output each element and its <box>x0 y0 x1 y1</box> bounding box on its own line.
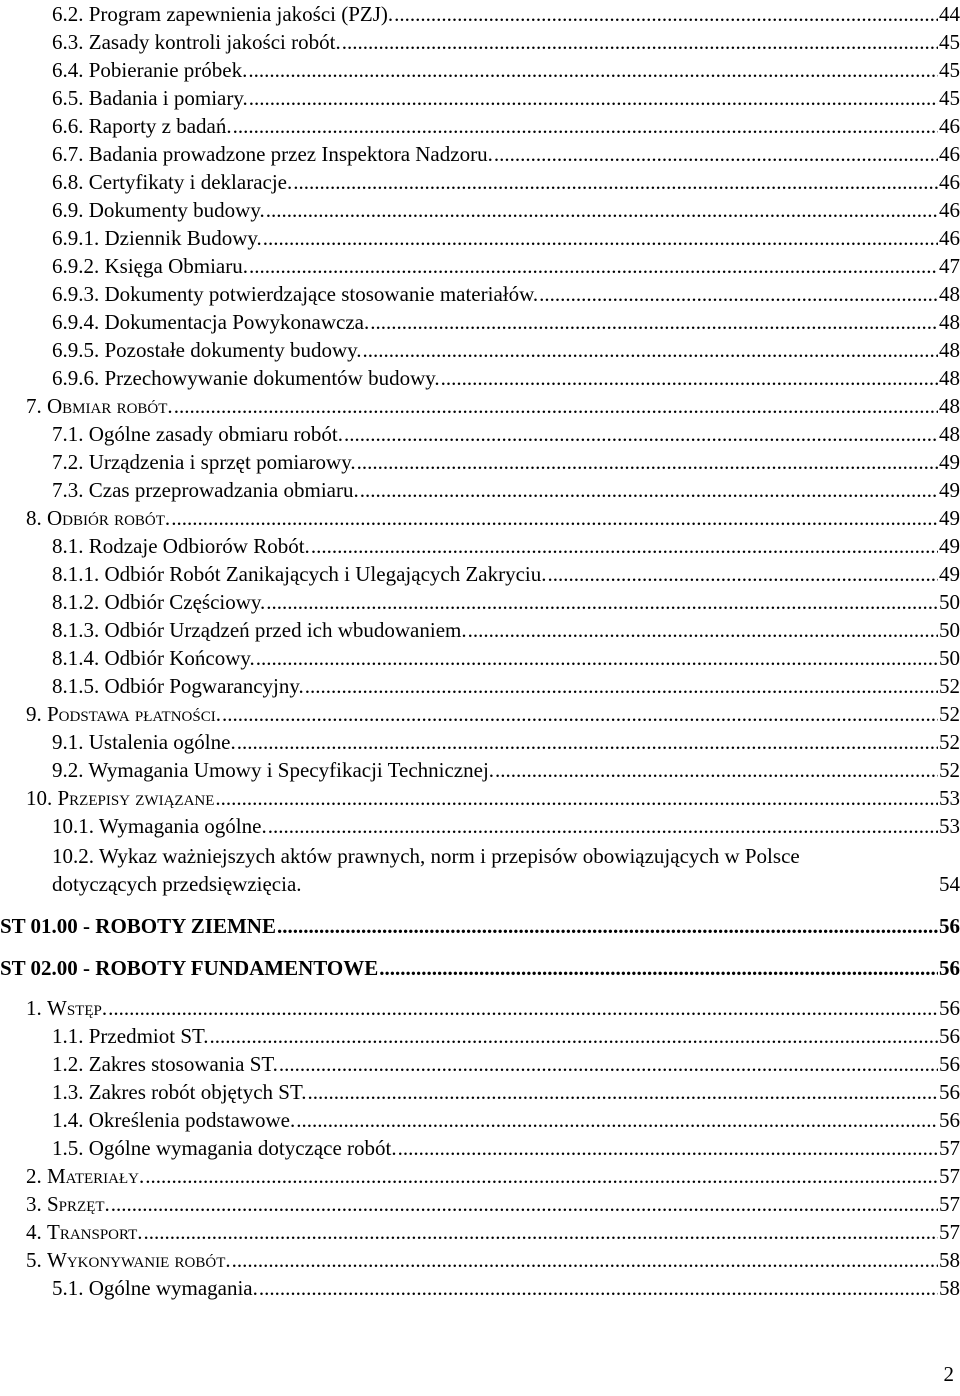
toc-entry[interactable] <box>52 1024 960 1048</box>
toc-entry-text: 6.9. Dokumenty budowy. <box>52 198 265 222</box>
leader-dots <box>249 86 938 110</box>
toc-entry-text: 5.1. Ogólne wymagania. <box>52 1276 258 1300</box>
leader-dots <box>394 2 938 26</box>
toc-page-number: 56 <box>939 1080 960 1104</box>
toc-entry[interactable] <box>26 996 960 1020</box>
toc-entry-number: 9. <box>26 702 47 726</box>
leader-dots <box>266 198 938 222</box>
leader-dots <box>363 338 938 362</box>
leader-dots <box>307 1080 938 1104</box>
toc-page-number: 48 <box>939 310 960 334</box>
toc-entry-text <box>26 1192 110 1216</box>
toc-entry-text: 6.8. Certyfikaty i deklaracje. <box>52 170 293 194</box>
toc-entry-text: 6.3. Zasady kontroli jakości robót. <box>52 30 341 54</box>
toc-page-number: 57 <box>939 1220 960 1244</box>
toc-entry-text: 6.6. Raporty z badań. <box>52 114 232 138</box>
toc-entry-title: Przepisy związane <box>57 786 215 810</box>
leader-dots <box>174 394 938 418</box>
toc-page-number: 50 <box>939 590 960 614</box>
toc-page-number: 46 <box>939 198 960 222</box>
toc-entry[interactable] <box>52 1136 960 1160</box>
toc-page-number: 49 <box>939 534 960 558</box>
toc-entry-text: ST 02.00 - ROBOTY FUNDAMENTOWE <box>0 956 379 980</box>
toc-page-number: 57 <box>939 1136 960 1160</box>
toc-entry-text: 7.2. Urządzenia i sprzęt pomiarowy. <box>52 450 356 474</box>
toc-entry-text: 6.5. Badania i pomiary. <box>52 86 248 110</box>
toc-entry[interactable] <box>52 338 960 362</box>
leader-dots <box>494 142 938 166</box>
page-number: 2 <box>943 1362 954 1386</box>
toc-entry-text: 10.2. Wykaz ważniejszych aktów prawnych, norm i przepisów obowiązujących w Polsce <box>52 844 800 868</box>
leader-dots <box>379 956 938 980</box>
toc-page-number: 57 <box>939 1192 960 1216</box>
toc-entry-title: Sprzęt. <box>47 1192 110 1216</box>
leader-dots <box>305 674 938 698</box>
toc-entry-text: 1.3. Zakres robót objętych ST. <box>52 1080 307 1104</box>
toc-entry[interactable] <box>0 914 960 938</box>
leader-dots <box>495 758 938 782</box>
toc-entry-title: Obmiar robót. <box>47 394 173 418</box>
toc-entry-title: Wykonywanie robót. <box>47 1248 231 1272</box>
toc-page-number: 45 <box>939 58 960 82</box>
toc-page-number: 52 <box>939 730 960 754</box>
toc-entry-number: 7. <box>26 394 47 418</box>
toc-entry-text <box>26 1248 231 1272</box>
toc-entry-text: 1.2. Zakres stosowania ST. <box>52 1052 278 1076</box>
toc-entry-text: 1.5. Ogólne wymagania dotyczące robót. <box>52 1136 397 1160</box>
toc-page-number: 48 <box>939 366 960 390</box>
toc-page-number: 49 <box>939 562 960 586</box>
leader-dots <box>342 30 938 54</box>
toc-entry[interactable] <box>52 814 960 838</box>
toc-entry-number: 8. <box>26 506 47 530</box>
leader-dots <box>144 1220 938 1244</box>
toc-page-number: 52 <box>939 674 960 698</box>
toc-entry-number: 3. <box>26 1192 47 1216</box>
toc-page-number: 48 <box>939 394 960 418</box>
toc-page-number: 48 <box>939 282 960 306</box>
leader-dots <box>370 310 938 334</box>
toc-page-number: 56 <box>939 956 960 980</box>
toc-entry[interactable] <box>52 2 960 26</box>
toc-entry-text: 9.1. Ustalenia ogólne. <box>52 730 236 754</box>
toc-entry-text: 8.1.1. Odbiór Robót Zanikających i Ulegających Zakryciu. <box>52 562 547 586</box>
toc-entry-text <box>26 702 221 726</box>
toc-entry[interactable] <box>52 478 960 502</box>
toc-entry[interactable] <box>26 394 960 418</box>
toc-entry[interactable] <box>52 114 960 138</box>
toc-page-number: 53 <box>939 786 960 810</box>
toc-entry-number: 10. <box>26 786 58 810</box>
leader-dots <box>266 590 938 614</box>
toc-entry[interactable] <box>52 282 960 306</box>
toc-entry[interactable] <box>52 1276 960 1300</box>
leader-dots <box>108 996 938 1020</box>
toc-entry[interactable] <box>52 450 960 474</box>
toc-entry[interactable] <box>52 758 960 782</box>
toc-entry-number: 4. <box>26 1220 47 1244</box>
toc-entry-title: Podstawa płatności. <box>47 702 221 726</box>
toc-entry-10-2[interactable] <box>52 842 960 898</box>
toc-entry-text: 6.4. Pobieranie próbek. <box>52 58 248 82</box>
leader-dots <box>360 478 938 502</box>
leader-dots <box>277 914 938 938</box>
leader-dots <box>248 58 938 82</box>
toc-page-number: 53 <box>939 814 960 838</box>
toc-entry[interactable] <box>52 198 960 222</box>
toc-page-number: 56 <box>939 1108 960 1132</box>
toc-entry-text: 8.1. Rodzaje Odbiorów Robót. <box>52 534 310 558</box>
toc-page-number: 56 <box>939 914 960 938</box>
toc-entry-text: 6.9.1. Dziennik Budowy. <box>52 226 262 250</box>
toc-entry-text: 8.1.2. Odbiór Częściowy. <box>52 590 266 614</box>
toc-page-number: 46 <box>939 170 960 194</box>
toc-page-number: 49 <box>939 506 960 530</box>
toc-entry[interactable] <box>52 618 960 642</box>
leader-dots <box>311 534 938 558</box>
toc-page-number: 44 <box>939 2 960 26</box>
toc-entry-text: 6.9.5. Pozostałe dokumenty budowy. <box>52 338 362 362</box>
toc-entry[interactable] <box>52 646 960 670</box>
toc-entry-text: 7.3. Czas przeprowadzania obmiaru. <box>52 478 359 502</box>
toc-page-number: 58 <box>939 1276 960 1300</box>
toc-page-number: 50 <box>939 646 960 670</box>
leader-dots <box>441 366 938 390</box>
toc-entry-text: 6.9.4. Dokumentacja Powykonawcza. <box>52 310 370 334</box>
toc-page-number: 48 <box>939 338 960 362</box>
toc-entry-text: dotyczących przedsięwzięcia. <box>52 872 302 896</box>
leader-dots <box>296 1108 938 1132</box>
leader-dots <box>210 1024 938 1048</box>
toc-entry-text: ST 01.00 - ROBOTY ZIEMNE <box>0 914 276 938</box>
toc-entry[interactable] <box>52 254 960 278</box>
toc-page-number: 46 <box>939 226 960 250</box>
toc-entry-text <box>26 1164 144 1188</box>
leader-dots <box>111 1192 938 1216</box>
toc-page-number: 57 <box>939 1164 960 1188</box>
toc-entry[interactable] <box>52 590 960 614</box>
leader-dots <box>237 730 938 754</box>
toc-entry[interactable] <box>52 142 960 166</box>
toc-entry[interactable] <box>26 1164 960 1188</box>
toc-entry-title: Odbiór robót. <box>47 506 171 530</box>
leader-dots <box>232 1248 938 1272</box>
leader-dots <box>344 422 938 446</box>
toc-entry[interactable] <box>52 562 960 586</box>
toc-page-number: 46 <box>939 114 960 138</box>
toc-entry-text <box>26 394 173 418</box>
leader-dots <box>268 814 938 838</box>
leader-dots <box>293 170 938 194</box>
toc-entry[interactable] <box>52 366 960 390</box>
toc-entry-text: 6.7. Badania prowadzone przez Inspektora Nadzoru. <box>52 142 493 166</box>
toc-page-number: 56 <box>939 1024 960 1048</box>
toc-entry-text <box>26 786 214 810</box>
toc-page-number: 45 <box>939 30 960 54</box>
leader-dots <box>222 702 938 726</box>
toc-entry-title: Wstęp. <box>47 996 108 1020</box>
toc-entry-text: 9.2. Wymagania Umowy i Specyfikacji Technicznej. <box>52 758 495 782</box>
toc-page-number: 56 <box>939 1052 960 1076</box>
toc-entry[interactable] <box>26 786 960 810</box>
leader-dots <box>539 282 938 306</box>
toc-page-number: 52 <box>939 758 960 782</box>
leader-dots <box>279 1052 938 1076</box>
toc-page-number: 49 <box>939 450 960 474</box>
toc-entry-text: 6.9.6. Przechowywanie dokumentów budowy. <box>52 366 440 390</box>
toc-entry[interactable] <box>52 86 960 110</box>
leader-dots <box>263 226 938 250</box>
leader-dots <box>259 1276 938 1300</box>
toc-entry[interactable] <box>52 1080 960 1104</box>
toc-entry-text: 6.2. Program zapewnienia jakości (PZJ). <box>52 2 394 26</box>
toc-entry-text: 6.9.3. Dokumenty potwierdzające stosowanie materiałów. <box>52 282 539 306</box>
toc-entry[interactable] <box>26 1248 960 1272</box>
toc-entry[interactable] <box>26 1192 960 1216</box>
toc-entry-number: 1. <box>26 996 47 1020</box>
toc-entry[interactable] <box>52 1052 960 1076</box>
toc-page-number: 56 <box>939 996 960 1020</box>
toc-entry[interactable] <box>52 674 960 698</box>
toc-entry[interactable] <box>52 226 960 250</box>
toc-entry[interactable] <box>52 170 960 194</box>
toc-entry-title: Transport. <box>47 1220 143 1244</box>
toc-entry[interactable] <box>26 1220 960 1244</box>
toc-entry[interactable] <box>52 30 960 54</box>
toc-entry[interactable] <box>26 506 960 530</box>
toc-page-number: 54 <box>939 872 960 896</box>
toc-entry-text <box>26 996 107 1020</box>
toc-page-number: 45 <box>939 86 960 110</box>
toc-entry-text: 1.1. Przedmiot ST. <box>52 1024 209 1048</box>
leader-dots <box>548 562 938 586</box>
toc-entry[interactable] <box>52 730 960 754</box>
toc-entry[interactable] <box>52 1108 960 1132</box>
leader-dots <box>215 786 938 810</box>
toc-entry-text: 8.1.3. Odbiór Urządzeń przed ich wbudowaniem. <box>52 618 467 642</box>
toc-entry[interactable] <box>52 310 960 334</box>
toc-page-number: 49 <box>939 478 960 502</box>
toc-entry-title: Materiały. <box>47 1164 145 1188</box>
toc-entry[interactable] <box>52 58 960 82</box>
toc-entry-number: 2. <box>26 1164 47 1188</box>
toc-entry-text: 8.1.4. Odbiór Końcowy. <box>52 646 255 670</box>
toc-entry[interactable] <box>52 422 960 446</box>
toc-page-number: 47 <box>939 254 960 278</box>
toc-entry-text: 7.1. Ogólne zasady obmiaru robót. <box>52 422 344 446</box>
leader-dots <box>468 618 938 642</box>
toc-page-number: 48 <box>939 422 960 446</box>
toc-entry[interactable] <box>52 534 960 558</box>
toc-entry-text: 6.9.2. Księga Obmiaru. <box>52 254 248 278</box>
leader-dots <box>145 1164 938 1188</box>
toc-entry-text: 1.4. Określenia podstawowe. <box>52 1108 296 1132</box>
toc-entry-text <box>26 506 170 530</box>
toc-entry-text: 8.1.5. Odbiór Pogwarancyjny. <box>52 674 304 698</box>
toc-entry[interactable] <box>0 956 960 980</box>
toc-page-number: 58 <box>939 1248 960 1272</box>
toc-entry-text: 10.1. Wymagania ogólne. <box>52 814 267 838</box>
leader-dots <box>249 254 938 278</box>
leader-dots <box>398 1136 938 1160</box>
leader-dots <box>233 114 938 138</box>
toc-page-number: 50 <box>939 618 960 642</box>
toc-entry-number: 5. <box>26 1248 47 1272</box>
toc-entry-text <box>26 1220 143 1244</box>
toc-page-number: 46 <box>939 142 960 166</box>
leader-dots <box>256 646 938 670</box>
toc-page-number: 52 <box>939 702 960 726</box>
leader-dots <box>171 506 938 530</box>
leader-dots <box>357 450 938 474</box>
toc-entry[interactable] <box>26 702 960 726</box>
